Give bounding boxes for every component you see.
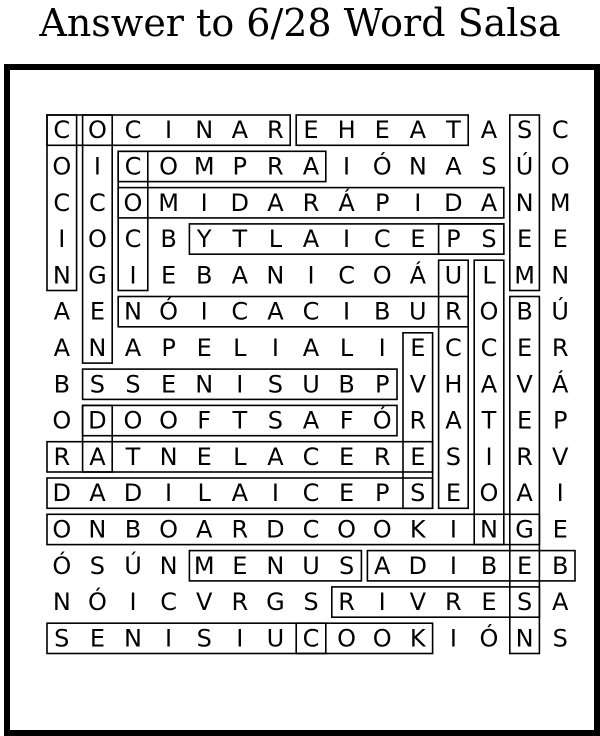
grid-cell: C bbox=[480, 333, 498, 362]
grid-cell: I bbox=[129, 588, 137, 617]
grid-cell: A bbox=[267, 297, 284, 326]
grid-cell: E bbox=[552, 515, 568, 544]
grid-cell: I bbox=[343, 152, 351, 181]
grid-cell: S bbox=[481, 225, 497, 254]
puzzle-frame bbox=[4, 64, 600, 736]
grid-cell: I bbox=[165, 116, 173, 145]
grid-cell: S bbox=[89, 370, 106, 399]
grid-cell: I bbox=[378, 333, 386, 362]
grid-cell: Á bbox=[409, 261, 427, 290]
grid-cell: N bbox=[515, 188, 534, 217]
grid-cell: O bbox=[159, 152, 179, 181]
grid-cell: S bbox=[516, 116, 533, 145]
grid-cell: A bbox=[53, 297, 71, 326]
grid-cell: B bbox=[373, 297, 391, 326]
grid-cell: A bbox=[302, 225, 320, 254]
grid-cell: A bbox=[302, 152, 320, 181]
grid-cell: V bbox=[409, 370, 427, 399]
grid-cell: A bbox=[409, 116, 427, 145]
grid-cell: V bbox=[551, 442, 569, 471]
grid-cell: E bbox=[552, 225, 568, 254]
grid-cell: N bbox=[88, 333, 107, 362]
grid-cell: Ú bbox=[515, 152, 534, 181]
grid-cell: A bbox=[267, 442, 284, 471]
grid-cell: T bbox=[232, 225, 248, 254]
grid-cell: R bbox=[409, 406, 427, 435]
grid-cell: I bbox=[236, 624, 244, 653]
grid-cell: N bbox=[515, 624, 534, 653]
grid-cell: A bbox=[445, 406, 462, 435]
grid-cell: V bbox=[516, 370, 533, 399]
grid-cell: D bbox=[88, 406, 107, 435]
grid-cell: R bbox=[231, 588, 249, 617]
grid-cell: U bbox=[409, 297, 427, 326]
grid-cell: L bbox=[339, 333, 354, 362]
grid-cell: D bbox=[408, 551, 428, 580]
grid-cell: L bbox=[233, 333, 247, 362]
grid-cell: S bbox=[196, 624, 212, 653]
grid-cell: H bbox=[337, 116, 356, 145]
grid-cell: E bbox=[517, 406, 533, 435]
grid-cell: N bbox=[52, 588, 71, 617]
grid-cell: N bbox=[266, 551, 285, 580]
grid-cell: N bbox=[88, 515, 107, 544]
grid-cell: B bbox=[516, 297, 533, 326]
grid-cell: E bbox=[410, 442, 426, 471]
grid-cell: O bbox=[52, 406, 72, 435]
grid-cell: Ó bbox=[372, 406, 392, 435]
grid-cell: A bbox=[516, 479, 533, 508]
grid-cell: S bbox=[54, 624, 70, 653]
grid-cell: A bbox=[53, 333, 71, 362]
grid-cell: A bbox=[267, 188, 284, 217]
grid-cell: S bbox=[267, 370, 284, 399]
grid-cell: B bbox=[160, 225, 177, 254]
grid-cell: A bbox=[302, 333, 320, 362]
grid-cell: A bbox=[445, 152, 462, 181]
grid-cell: Y bbox=[196, 225, 212, 254]
grid-cell: B bbox=[124, 515, 142, 544]
grid-cell: D bbox=[266, 515, 285, 544]
grid-cell: I bbox=[200, 188, 208, 217]
grid-cell: E bbox=[517, 333, 533, 362]
grid-cell: E bbox=[339, 479, 355, 508]
grid-cell: C bbox=[89, 188, 106, 217]
grid-cell: U bbox=[444, 261, 463, 290]
grid-cell: U bbox=[302, 551, 320, 580]
grid-cell: T bbox=[125, 442, 141, 471]
grid-cell: E bbox=[410, 333, 426, 362]
grid-cell: F bbox=[197, 406, 212, 435]
grid-cell: P bbox=[374, 188, 390, 217]
grid-cell: M bbox=[514, 261, 535, 290]
grid-cell: O bbox=[372, 515, 392, 544]
grid-cell: O bbox=[479, 297, 499, 326]
grid-cell: S bbox=[445, 442, 462, 471]
grid-cell: C bbox=[445, 333, 462, 362]
grid-cell: C bbox=[302, 297, 320, 326]
grid-cell: I bbox=[343, 297, 351, 326]
grid-cell: K bbox=[409, 515, 426, 544]
answer-box bbox=[332, 587, 540, 617]
grid-cell: C bbox=[124, 116, 142, 145]
grid-cell: E bbox=[445, 479, 461, 508]
grid-cell: L bbox=[197, 479, 211, 508]
grid-cell: V bbox=[195, 588, 213, 617]
grid-cell: C bbox=[338, 261, 355, 290]
grid-cell: M bbox=[193, 152, 215, 181]
grid-cell: A bbox=[231, 116, 249, 145]
grid-cell: Ó bbox=[87, 588, 107, 617]
grid-cell: O bbox=[372, 624, 392, 653]
answer-box bbox=[47, 514, 539, 544]
grid-cell: C bbox=[302, 624, 320, 653]
grid-cell: Ó bbox=[52, 551, 72, 580]
grid-cell: S bbox=[481, 152, 497, 181]
grid-cell: C bbox=[551, 116, 569, 145]
grid-cell: O bbox=[159, 406, 179, 435]
grid-cell: L bbox=[268, 225, 283, 254]
grid-cell: O bbox=[52, 515, 72, 544]
grid-cell: C bbox=[160, 588, 177, 617]
grid-cell: T bbox=[446, 116, 461, 145]
grid-cell: S bbox=[303, 588, 319, 617]
grid-cell: I bbox=[236, 370, 244, 399]
grid-cell: R bbox=[373, 442, 391, 471]
grid-cell: O bbox=[159, 515, 179, 544]
grid-cell: I bbox=[93, 152, 101, 181]
grid-cell: R bbox=[338, 588, 355, 617]
grid-cell: N bbox=[266, 261, 285, 290]
grid-cell: I bbox=[414, 188, 422, 217]
grid-cell: I bbox=[165, 479, 173, 508]
grid-cell: Ó bbox=[479, 624, 499, 653]
grid-cell: D bbox=[444, 188, 463, 217]
grid-cell: R bbox=[302, 188, 320, 217]
grid-cell: N bbox=[124, 297, 142, 326]
grid-cell: E bbox=[161, 261, 177, 290]
grid-cell: B bbox=[551, 551, 569, 580]
answer-box bbox=[118, 151, 326, 181]
grid-cell: F bbox=[339, 406, 354, 435]
grid-cell: R bbox=[516, 442, 533, 471]
grid-cell: E bbox=[517, 225, 533, 254]
grid-cell: P bbox=[446, 225, 461, 254]
grid-cell: B bbox=[480, 551, 498, 580]
grid-cell: A bbox=[480, 188, 498, 217]
grid-cell: E bbox=[89, 624, 105, 653]
grid-cell: O bbox=[87, 116, 107, 145]
grid-cell: A bbox=[124, 333, 142, 362]
grid-cell: T bbox=[481, 406, 497, 435]
grid-cell: L bbox=[233, 442, 247, 471]
grid-cell: I bbox=[449, 551, 457, 580]
grid-cell: E bbox=[374, 116, 390, 145]
grid-cell: B bbox=[53, 370, 71, 399]
grid-cell: S bbox=[125, 370, 141, 399]
grid-cell: Á bbox=[338, 188, 355, 217]
grid-cell: C bbox=[124, 225, 142, 254]
grid-cell: N bbox=[480, 515, 498, 544]
grid-cell: O bbox=[550, 152, 570, 181]
answer-box bbox=[367, 551, 575, 581]
grid-cell: K bbox=[409, 624, 426, 653]
grid-cell: I bbox=[307, 261, 315, 290]
grid-cell: O bbox=[337, 515, 357, 544]
grid-cell: P bbox=[374, 370, 390, 399]
grid-cell: I bbox=[271, 333, 279, 362]
grid-cell: O bbox=[87, 225, 107, 254]
grid-cell: P bbox=[552, 406, 568, 435]
grid-cell: C bbox=[53, 188, 71, 217]
grid-cell: R bbox=[53, 442, 71, 471]
grid-cell: N bbox=[124, 624, 142, 653]
grid-cell: D bbox=[123, 479, 143, 508]
grid-cell: P bbox=[232, 152, 248, 181]
grid-cell: O bbox=[337, 624, 357, 653]
grid-cell: O bbox=[52, 152, 72, 181]
grid-cell: C bbox=[302, 515, 320, 544]
grid-cell: D bbox=[230, 188, 250, 217]
grid-cell: C bbox=[302, 479, 320, 508]
grid-cell: M bbox=[549, 188, 571, 217]
grid-cell: I bbox=[200, 297, 208, 326]
grid-cell: R bbox=[445, 297, 462, 326]
grid-cell: I bbox=[378, 588, 386, 617]
grid-cell: N bbox=[551, 261, 570, 290]
grid-cell: U bbox=[302, 370, 320, 399]
grid-cell: I bbox=[449, 515, 457, 544]
grid-cell: R bbox=[267, 152, 284, 181]
grid-cell: I bbox=[165, 624, 173, 653]
grid-cell: M bbox=[158, 188, 179, 217]
grid-cell: S bbox=[410, 479, 426, 508]
grid-cell: E bbox=[161, 370, 177, 399]
grid-cell: N bbox=[195, 116, 214, 145]
grid-cell: N bbox=[159, 442, 178, 471]
grid-cell: S bbox=[267, 406, 284, 435]
grid-cell: O bbox=[479, 479, 499, 508]
grid-cell: E bbox=[196, 442, 212, 471]
grid-cell: E bbox=[303, 116, 319, 145]
grid-cell: E bbox=[339, 442, 355, 471]
grid-cell: E bbox=[517, 551, 533, 580]
grid-cell: L bbox=[482, 261, 496, 290]
grid-cell: N bbox=[408, 152, 427, 181]
grid-cell: C bbox=[124, 152, 142, 181]
grid-cell: A bbox=[89, 479, 106, 508]
grid-cell: O bbox=[123, 406, 143, 435]
grid-cell: E bbox=[196, 333, 212, 362]
grid-cell: I bbox=[271, 479, 279, 508]
grid-cell: P bbox=[161, 333, 176, 362]
grid-cell: N bbox=[195, 370, 214, 399]
grid-cell: T bbox=[232, 406, 248, 435]
page-title: Answer to 6/28 Word Salsa bbox=[39, 1, 561, 45]
grid-letters bbox=[52, 116, 570, 652]
grid-cell: A bbox=[231, 261, 249, 290]
grid-cell: I bbox=[449, 624, 457, 653]
grid-cell: B bbox=[195, 261, 213, 290]
grid-cell: S bbox=[89, 551, 106, 580]
grid-cell: I bbox=[343, 225, 351, 254]
grid-cell: G bbox=[515, 515, 534, 544]
grid-cell: A bbox=[302, 406, 320, 435]
grid-cell: U bbox=[266, 624, 285, 653]
grid-cell: S bbox=[338, 551, 355, 580]
grid-cell: E bbox=[232, 551, 248, 580]
grid-cell: C bbox=[302, 442, 320, 471]
grid-cell: O bbox=[372, 261, 392, 290]
grid-cell: V bbox=[409, 588, 427, 617]
grid-cell: Ú bbox=[551, 297, 569, 326]
grid-cell: N bbox=[159, 551, 178, 580]
grid-cell: E bbox=[410, 225, 426, 254]
grid-cell: A bbox=[89, 442, 106, 471]
grid-cell: I bbox=[129, 261, 137, 290]
grid-cell: Ó bbox=[372, 152, 392, 181]
word-search-grid bbox=[10, 70, 594, 730]
grid-cell: I bbox=[485, 442, 493, 471]
grid-cell: A bbox=[551, 588, 569, 617]
grid-cell: A bbox=[195, 515, 213, 544]
grid-cell: S bbox=[552, 624, 568, 653]
grid-cell: H bbox=[444, 370, 463, 399]
grid-cell: G bbox=[88, 261, 107, 290]
grid-cell: G bbox=[266, 588, 285, 617]
grid-cell: R bbox=[445, 588, 462, 617]
grid-cell: E bbox=[481, 588, 497, 617]
grid-cell: N bbox=[52, 261, 71, 290]
grid-cell: R bbox=[267, 116, 284, 145]
grid-cell: C bbox=[53, 116, 71, 145]
grid-cell: C bbox=[373, 225, 391, 254]
grid-cell: I bbox=[58, 225, 66, 254]
grid-cell: R bbox=[231, 515, 249, 544]
grid-cell: Ó bbox=[159, 297, 179, 326]
grid-cell: A bbox=[373, 551, 391, 580]
grid-cell: E bbox=[89, 297, 105, 326]
grid-cell: M bbox=[193, 551, 215, 580]
grid-cell: B bbox=[338, 370, 355, 399]
grid-cell: A bbox=[231, 479, 249, 508]
grid-cell: C bbox=[231, 297, 249, 326]
grid-cell: R bbox=[551, 333, 569, 362]
grid-cell: A bbox=[480, 370, 498, 399]
grid-cell: P bbox=[374, 479, 390, 508]
grid-cell: Ú bbox=[124, 551, 142, 580]
grid-cell: I bbox=[556, 479, 564, 508]
grid-cell: O bbox=[123, 188, 143, 217]
grid-cell: D bbox=[52, 479, 72, 508]
grid-cell: Á bbox=[551, 370, 569, 399]
grid-cell: S bbox=[516, 588, 533, 617]
grid-cell: A bbox=[480, 116, 498, 145]
